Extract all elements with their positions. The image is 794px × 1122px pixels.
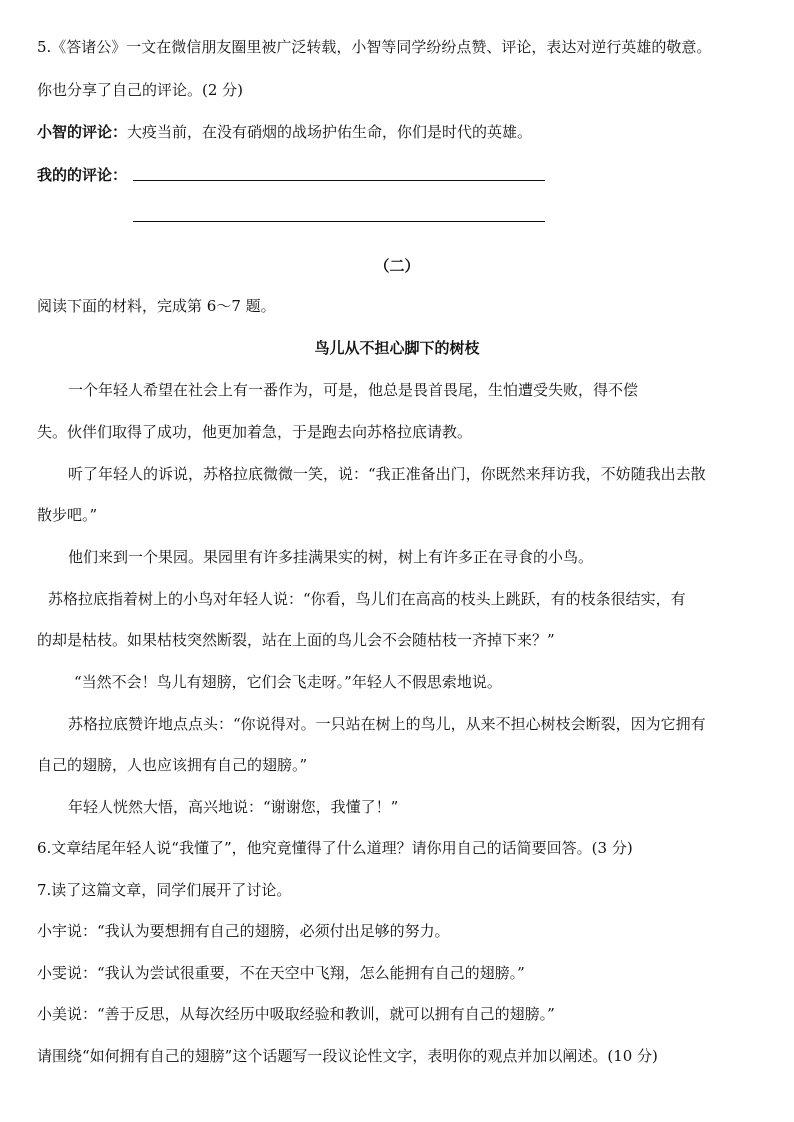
passage-paragraph: 散步吧。” [37, 506, 98, 524]
passage-paragraph: 听了年轻人的诉说，苏格拉底微微一笑，说：“我正准备出门，你既然来拜访我，不妨随我出去散 [68, 465, 706, 483]
xiaozhi-comment-text: 大疫当前，在没有硝烟的战场护佑生命，你们是时代的英雄。 [127, 123, 533, 141]
section-heading: （二） [374, 257, 420, 275]
q7-task: 请围绕“如何拥有自己的翅膀”这个话题写一段议论性文字，表明你的观点并加以阐述。(10 分) [37, 1047, 658, 1065]
q5-line-1: 5.《答诸公》一文在微信朋友圈里被广泛转载，小智等同学纷纷点赞、评论，表达对逆行英雄的敬意。 [37, 38, 712, 56]
passage-paragraph: “当然不会！鸟儿有翅膀，它们会飞走呀。”年轻人不假思索地说。 [74, 673, 502, 691]
my-comment-answer-line-1[interactable] [133, 180, 545, 181]
passage-paragraph: 的却是枯枝。如果枯枝突然断裂，站在上面的鸟儿会不会随枯枝一齐掉下来？” [37, 631, 555, 649]
q5-line-2: 你也分享了自己的评论。(2 分) [37, 81, 244, 99]
passage-title: 鸟儿从不担心脚下的树枝 [314, 339, 480, 357]
q7-xiaomei-opinion: 小美说：“善于反思，从每次经历中吸取经验和教训，就可以拥有自己的翅膀。” [37, 1005, 555, 1023]
q7-xiaoyu-opinion: 小宇说：“我认为要想拥有自己的翅膀，必须付出足够的努力。 [37, 922, 450, 940]
passage-paragraph: 他们来到一个果园。果园里有许多挂满果实的树，树上有许多正在寻食的小鸟。 [68, 548, 594, 566]
xiaozhi-comment-label: 小智的评论： [37, 123, 128, 141]
my-comment-label: 我的的评论： [37, 166, 128, 184]
my-comment-answer-line-2[interactable] [133, 221, 545, 222]
q6-text: 6.文章结尾年轻人说“我懂了”，他究竟懂得了什么道理？请你用自己的话简要回答。(3 分) [37, 839, 633, 857]
q7-xiaowen-opinion: 小雯说：“我认为尝试很重要，不在天空中飞翔，怎么能拥有自己的翅膀。” [37, 964, 525, 982]
passage-paragraph: 年轻人恍然大悟，高兴地说：“谢谢您，我懂了！” [68, 798, 399, 816]
section-instruction: 阅读下面的材料，完成第 6～7 题。 [37, 297, 276, 315]
passage-paragraph: 失。伙伴们取得了成功，他更加着急，于是跑去向苏格拉底请教。 [37, 423, 473, 441]
passage-paragraph: 自己的翅膀，人也应该拥有自己的翅膀。” [37, 756, 308, 774]
xiaozhi-comment [37, 122, 532, 142]
passage-paragraph: 苏格拉底赞许地点点头：“你说得对。一只站在树上的鸟儿，从来不担心树枝会断裂，因为它拥有 [68, 715, 706, 733]
passage-paragraph: 一个年轻人希望在社会上有一番作为，可是，他总是畏首畏尾，生怕遭受失败，得不偿 [68, 381, 639, 399]
passage-paragraph: 苏格拉底指着树上的小鸟对年轻人说：“你看，鸟儿们在高高的枝头上跳跃，有的枝条很结实，有 [48, 590, 686, 608]
q7-intro: 7.读了这篇文章，同学们展开了讨论。 [37, 881, 292, 899]
